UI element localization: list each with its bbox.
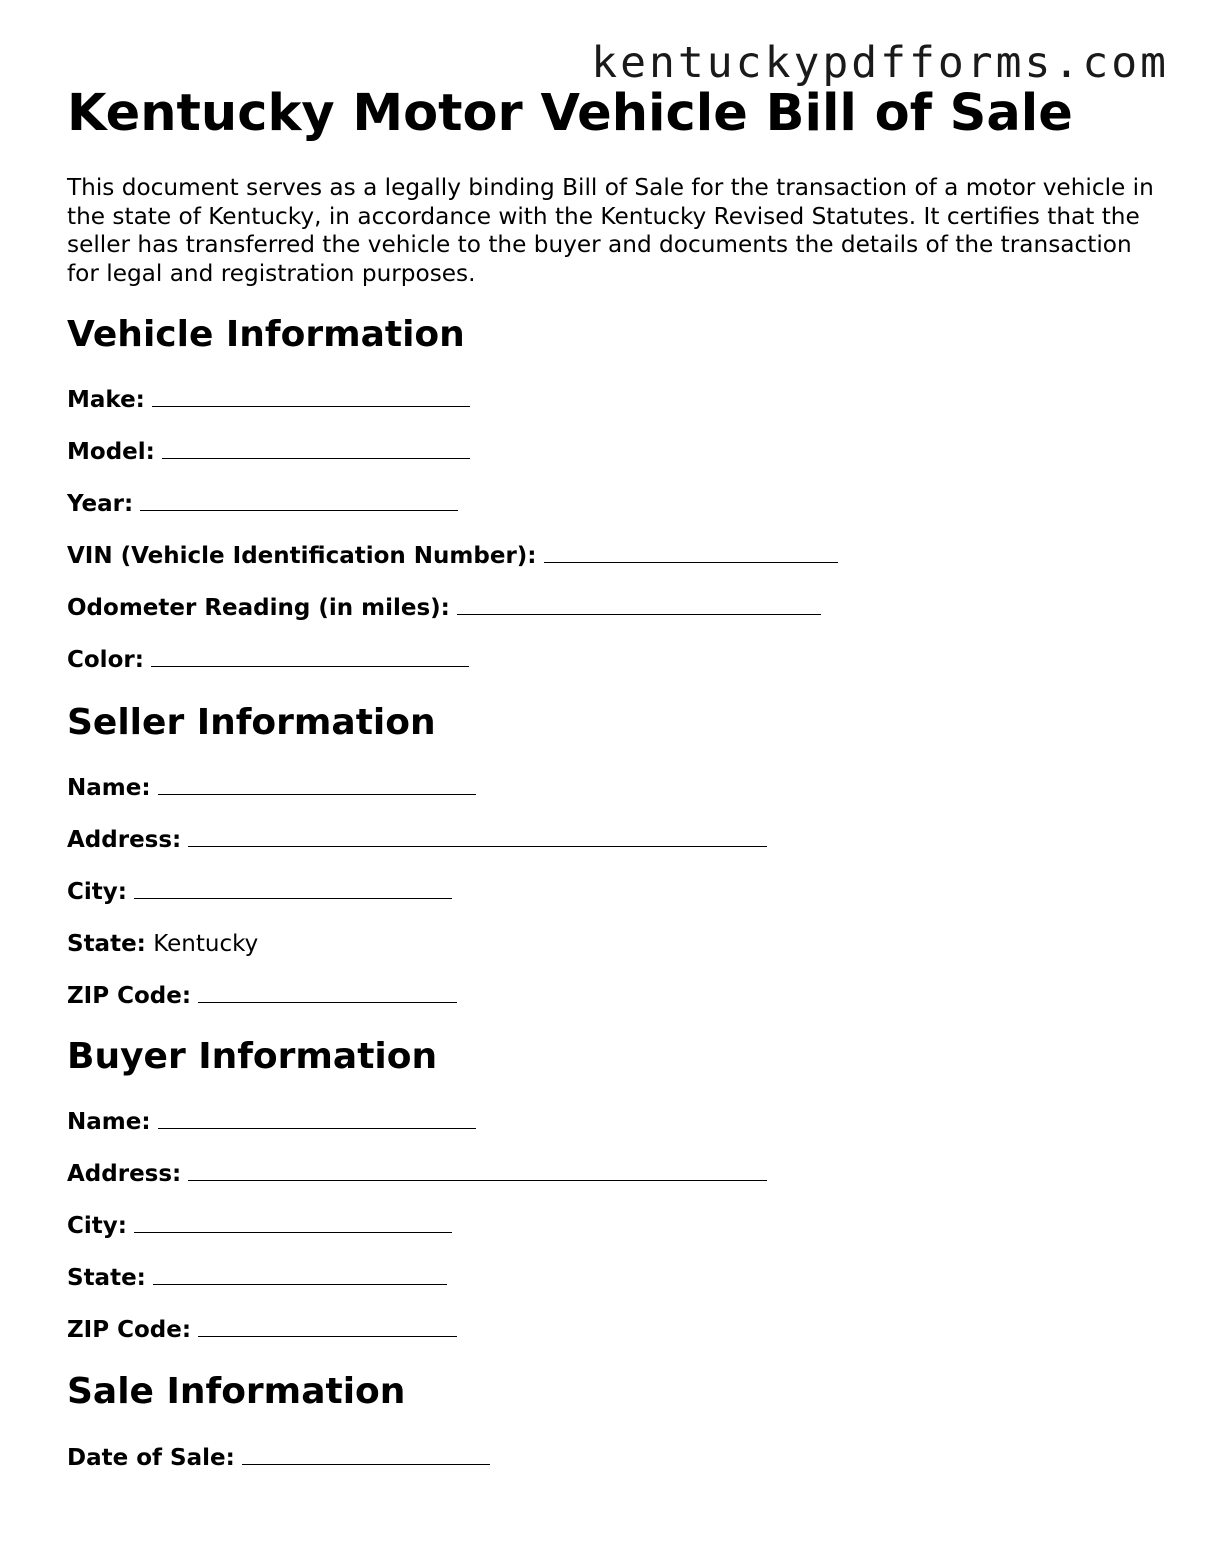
sale-section-heading: Sale Information [67,1371,406,1412]
model-label: Model: [67,439,155,465]
buyer-name-input-line[interactable] [158,1114,476,1129]
seller-address-input-line[interactable] [188,832,767,847]
buyer-state-input-line[interactable] [153,1270,447,1285]
odometer-input-line[interactable] [457,600,821,615]
seller-city-field [67,878,452,906]
make-label: Make: [67,387,145,413]
buyer-address-input-line[interactable] [188,1166,767,1181]
seller-section-heading: Seller Information [67,702,436,743]
odometer-field [67,594,821,622]
seller-state-field [67,930,258,958]
seller-city-input-line[interactable] [134,884,452,899]
buyer-zip-input-line[interactable] [198,1322,457,1337]
buyer-city-label: City: [67,1213,127,1239]
buyer-section-heading: Buyer Information [67,1036,438,1077]
buyer-state-field [67,1264,447,1292]
buyer-zip-label: ZIP Code: [67,1317,192,1343]
year-field [67,490,458,518]
buyer-zip-field [67,1316,457,1344]
seller-zip-label: ZIP Code: [67,983,192,1009]
seller-name-input-line[interactable] [158,780,476,795]
seller-address-field [67,826,767,854]
odometer-label: Odometer Reading (in miles): [67,595,450,621]
page-title: Kentucky Motor Vehicle Bill of Sale [67,84,1073,143]
vin-field [67,542,838,570]
color-label: Color: [67,647,144,673]
buyer-state-label: State: [67,1265,146,1291]
site-watermark: kentuckypdfforms.com [591,38,1169,88]
seller-address-label: Address: [67,827,182,853]
seller-state-label: State: [67,931,146,957]
date-of-sale-label: Date of Sale: [67,1445,235,1471]
seller-city-label: City: [67,879,127,905]
model-field [67,438,470,466]
intro-paragraph: This document serves as a legally binding Bill of Sale for the transaction of a motor vehicle in the state of Kentucky, in accordance with the Kentucky Revised Statutes. It certifies that the seller has transferred the vehicle to the buyer and documents the details of the transaction for legal and registration purposes. [67,174,1154,287]
vehicle-section-heading: Vehicle Information [67,314,465,355]
year-label: Year: [67,491,134,517]
make-field [67,386,470,414]
buyer-name-label: Name: [67,1109,151,1135]
buyer-address-label: Address: [67,1161,182,1187]
make-input-line[interactable] [152,392,470,407]
date-of-sale-field [67,1444,490,1472]
vin-input-line[interactable] [544,548,838,563]
date-of-sale-input-line[interactable] [242,1450,490,1465]
seller-name-field [67,774,476,802]
buyer-name-field [67,1108,476,1136]
seller-zip-field [67,982,457,1010]
model-input-line[interactable] [162,444,470,459]
vin-label: VIN (Vehicle Identification Number): [67,543,537,569]
year-input-line[interactable] [140,496,458,511]
buyer-city-field [67,1212,452,1240]
color-field [67,646,469,674]
color-input-line[interactable] [151,652,469,667]
seller-zip-input-line[interactable] [198,988,457,1003]
seller-name-label: Name: [67,775,151,801]
seller-state-value: Kentucky [153,931,259,957]
buyer-city-input-line[interactable] [134,1218,452,1233]
buyer-address-field [67,1160,767,1188]
